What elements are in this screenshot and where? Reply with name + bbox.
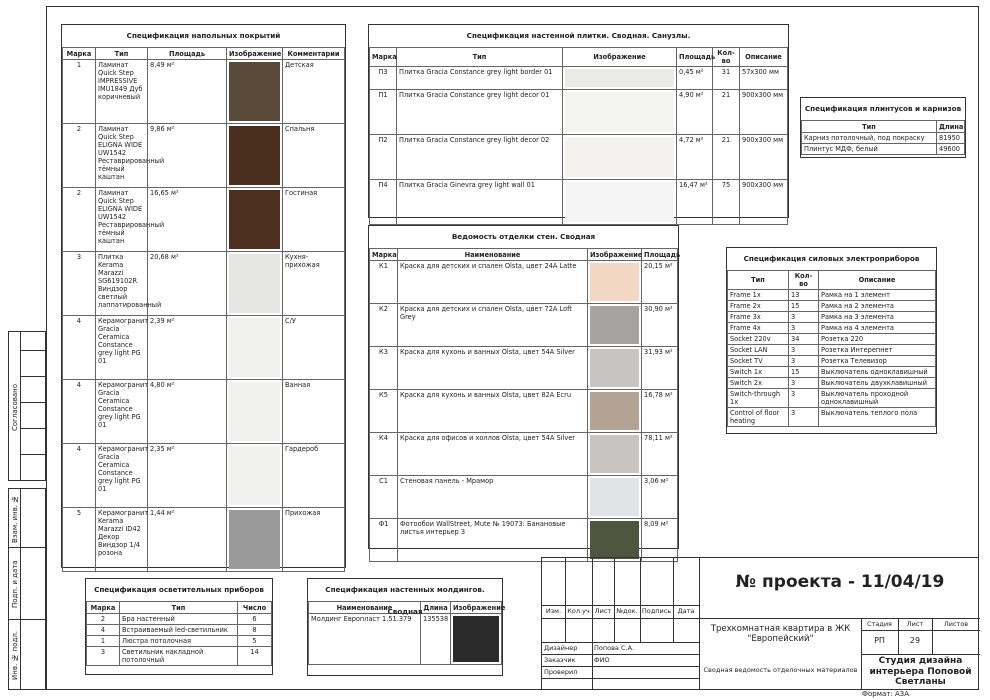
molding-header: Длина bbox=[421, 602, 451, 614]
floor-image bbox=[227, 380, 283, 444]
plinth-table bbox=[800, 97, 966, 158]
table-row bbox=[63, 60, 345, 124]
title-block bbox=[541, 557, 979, 690]
power-qty: 3 bbox=[789, 389, 819, 408]
agreed-strip bbox=[8, 331, 46, 481]
floor-comment: Гостиная bbox=[283, 188, 345, 252]
wall-mark: П2 bbox=[370, 135, 397, 180]
power-qty: 3 bbox=[789, 378, 819, 389]
stamp-col-header: Лист bbox=[594, 607, 612, 615]
table-row bbox=[728, 408, 936, 427]
floor-header: Площадь bbox=[148, 48, 227, 60]
table-row bbox=[728, 301, 936, 312]
table-row bbox=[63, 252, 345, 316]
lighting-table bbox=[85, 578, 273, 675]
wall-qty: 21 bbox=[713, 90, 740, 135]
finish-image bbox=[588, 390, 642, 433]
sheets-header: Листов bbox=[943, 620, 969, 628]
wall-desc: 900х300 мм bbox=[740, 135, 788, 180]
table-row bbox=[63, 444, 345, 508]
plinth-type: Плинтус МДФ, белый bbox=[802, 144, 937, 155]
power-desc: Выключатель двухклавишный bbox=[819, 378, 936, 389]
finish-area: 3,06 м² bbox=[642, 476, 678, 519]
inv-orig-label: Инв. № подл. bbox=[11, 630, 19, 680]
floor-header: Изображение bbox=[227, 48, 283, 60]
table-row bbox=[370, 476, 678, 519]
finish-name: Стеновая панель - Мрамор bbox=[398, 476, 588, 519]
finish-image bbox=[588, 304, 642, 347]
table-row bbox=[802, 144, 965, 155]
project-number: № проекта - 11/04/19 bbox=[735, 571, 945, 592]
finish-area: 30,90 м² bbox=[642, 304, 678, 347]
floor-image bbox=[227, 444, 283, 508]
power-type: Frame 3x bbox=[728, 312, 789, 323]
wall-area: 4,90 м² bbox=[677, 90, 713, 135]
table-row bbox=[370, 90, 788, 135]
light-header: Число bbox=[238, 602, 272, 614]
power-qty: 3 bbox=[789, 408, 819, 427]
finish-area: 20,15 м² bbox=[642, 261, 678, 304]
light-type: Встраиваемый led-светильник bbox=[120, 625, 238, 636]
finish-image-swatch bbox=[590, 349, 639, 387]
wall-header: Тип bbox=[397, 48, 563, 67]
wall-qty: 75 bbox=[713, 180, 740, 225]
power-qty: 3 bbox=[789, 345, 819, 356]
wall-type: Плитка Gracia Constance grey light decor 02 bbox=[397, 135, 563, 180]
floor-image-swatch bbox=[229, 254, 280, 313]
finish-image-swatch bbox=[590, 478, 639, 516]
object-name: Трехкомнатная квартира в ЖК "Европейский" bbox=[710, 624, 851, 644]
wall-mark: П3 bbox=[370, 67, 397, 90]
floor-image bbox=[227, 60, 283, 124]
role-label: Проверил bbox=[544, 668, 578, 676]
power-type: Switch 1x bbox=[728, 367, 789, 378]
table-row bbox=[63, 316, 345, 380]
role-name: ФИО bbox=[594, 656, 610, 664]
power-type: Frame 1x bbox=[728, 290, 789, 301]
finish-area: 78,11 м² bbox=[642, 433, 678, 476]
molding-image bbox=[451, 614, 502, 665]
table-row bbox=[728, 323, 936, 334]
power-desc: Рамка на 1 элемент bbox=[819, 290, 936, 301]
finish-mark: С1 bbox=[370, 476, 398, 519]
wall-qty: 21 bbox=[713, 135, 740, 180]
power-type: Socket LAN bbox=[728, 345, 789, 356]
floor-area: 16,65 м² bbox=[148, 188, 227, 252]
wall-type: Плитка Gracia Ginevra grey light wall 01 bbox=[397, 180, 563, 225]
wall-header: Кол-во bbox=[713, 48, 740, 67]
power-type: Frame 2x bbox=[728, 301, 789, 312]
table-row bbox=[370, 135, 788, 180]
finish-image bbox=[588, 519, 642, 562]
finish-image-swatch bbox=[590, 435, 639, 473]
power-desc: Выключатель теплого пола bbox=[819, 408, 936, 427]
table-row bbox=[370, 304, 678, 347]
floor-comment: Гардероб bbox=[283, 444, 345, 508]
finish-mark: К3 bbox=[370, 347, 398, 390]
stamp-col-header: №док. bbox=[616, 607, 638, 615]
floor-mark: 3 bbox=[63, 252, 96, 316]
power-type: Socket 220v bbox=[728, 334, 789, 345]
floor-image-swatch bbox=[229, 510, 280, 569]
floor-spec-table bbox=[61, 24, 346, 568]
stamp-col-header: Изм. bbox=[545, 607, 562, 615]
molding-table bbox=[307, 578, 506, 676]
power-qty: 3 bbox=[789, 312, 819, 323]
finish-area: 8,09 м² bbox=[642, 519, 678, 562]
table-row bbox=[87, 625, 272, 636]
wall-header: Описание bbox=[740, 48, 788, 67]
wall-header: Марка bbox=[370, 48, 397, 67]
wall-header: Изображение bbox=[563, 48, 677, 67]
molding-header: Изображение bbox=[451, 602, 502, 614]
wall-image bbox=[563, 90, 677, 135]
plinth-header: Длина bbox=[937, 121, 965, 133]
plinth-type: Карниз потолочный, под покраску bbox=[802, 133, 937, 144]
finish-image bbox=[588, 433, 642, 476]
sheet-title: Сводная ведомость отделочных материалов bbox=[703, 666, 858, 674]
floor-image-swatch bbox=[229, 126, 280, 185]
floor-comment: Спальня bbox=[283, 124, 345, 188]
light-mark: 4 bbox=[87, 625, 120, 636]
floor-image bbox=[227, 316, 283, 380]
table-row bbox=[728, 334, 936, 345]
floor-comment: Прихожая bbox=[283, 508, 345, 572]
wall-qty: 31 bbox=[713, 67, 740, 90]
floor-area: 9,86 м² bbox=[148, 124, 227, 188]
power-type: Control of floor heating bbox=[728, 408, 789, 427]
table-row bbox=[63, 508, 345, 572]
light-type: Бра настенный bbox=[120, 614, 238, 625]
power-type: Switch-through 1x bbox=[728, 389, 789, 408]
molding-header: Наименование bbox=[309, 602, 421, 614]
table-row bbox=[87, 614, 272, 625]
wall-image-swatch bbox=[565, 92, 674, 132]
finish-image bbox=[588, 261, 642, 304]
power-qty: 3 bbox=[789, 323, 819, 334]
wall-area: 4,72 м² bbox=[677, 135, 713, 180]
finish-mark: К1 bbox=[370, 261, 398, 304]
table-row bbox=[728, 367, 936, 378]
floor-image bbox=[227, 124, 283, 188]
sheet-header: Лист bbox=[906, 620, 924, 628]
finish-name: Краска для детских и спален Olsta, цвет 72A Loft Grey bbox=[398, 304, 588, 347]
table-row bbox=[728, 389, 936, 408]
finish-area: 31,93 м² bbox=[642, 347, 678, 390]
floor-mark: 5 bbox=[63, 508, 96, 572]
wall-image-swatch bbox=[565, 137, 674, 177]
floor-comment: Детская bbox=[283, 60, 345, 124]
wall-type: Плитка Gracia Constance grey light decor 01 bbox=[397, 90, 563, 135]
stamp-col-header: Кол.уч bbox=[567, 607, 590, 615]
finish-name: Фотообои WallStreet, Mute № 19073: Банановые листья интерьер 3 bbox=[398, 519, 588, 562]
molding-length: 135538 bbox=[421, 614, 451, 665]
floor-mark: 4 bbox=[63, 444, 96, 508]
finish-name: Краска для кухонь и ванных Olsta, цвет 54A Silver bbox=[398, 347, 588, 390]
molding-name: Молдинг Европласт 1.51.379 bbox=[309, 614, 421, 665]
table-row bbox=[63, 188, 345, 252]
inv-replace-label: Взам. инв. № bbox=[11, 494, 19, 544]
floor-spec-title: Спецификация напольных покрытий bbox=[126, 31, 281, 40]
inventory-strip bbox=[8, 488, 46, 690]
floor-mark: 1 bbox=[63, 60, 96, 124]
stage-header: Стадия bbox=[867, 620, 892, 628]
wall-desc: 57х300 мм bbox=[740, 67, 788, 90]
wall-header: Площадь bbox=[677, 48, 713, 67]
floor-type: Ламинат Quick Step ELIGNA WIDE UW1542 Реставрированный тёмный каштан bbox=[96, 124, 148, 188]
finish-image-swatch bbox=[590, 521, 639, 559]
table-row bbox=[728, 378, 936, 389]
floor-area: 1,44 м² bbox=[148, 508, 227, 572]
table-row bbox=[728, 356, 936, 367]
power-header: Кол-во bbox=[789, 271, 819, 290]
finish-header: Марка bbox=[370, 249, 398, 261]
wall-image bbox=[563, 135, 677, 180]
light-num: 8 bbox=[238, 625, 272, 636]
floor-image bbox=[227, 252, 283, 316]
plinth-length: 49600 bbox=[937, 144, 965, 155]
floor-mark: 2 bbox=[63, 124, 96, 188]
finish-header: Площадь bbox=[642, 249, 678, 261]
finish-name: Краска для офисов и холлов Olsta, цвет 54A Silver bbox=[398, 433, 588, 476]
power-type: Socket TV bbox=[728, 356, 789, 367]
finish-header: Изображение bbox=[588, 249, 642, 261]
finish-image-swatch bbox=[590, 306, 639, 344]
floor-image-swatch bbox=[229, 62, 280, 121]
floor-header: Марка bbox=[63, 48, 96, 60]
floor-type: Керамогранит Gracia Ceramica Constance grey light PG 01 bbox=[96, 380, 148, 444]
power-type: Switch 2x bbox=[728, 378, 789, 389]
finish-mark: К2 bbox=[370, 304, 398, 347]
table-row bbox=[370, 180, 788, 225]
stamp-col-header: Дата bbox=[677, 607, 695, 615]
power-desc: Рамка на 2 элемента bbox=[819, 301, 936, 312]
finish-image-swatch bbox=[590, 263, 639, 301]
floor-type: Ламинат Quick Step IMPRESSIVE IMU1849 Дуб коричневый bbox=[96, 60, 148, 124]
power-qty: 3 bbox=[789, 356, 819, 367]
wall-mark: П1 bbox=[370, 90, 397, 135]
power-header: Описание bbox=[819, 271, 936, 290]
light-header: Марка bbox=[87, 602, 120, 614]
floor-mark: 4 bbox=[63, 316, 96, 380]
floor-image-swatch bbox=[229, 446, 280, 505]
wall-image bbox=[563, 180, 677, 225]
power-desc: Выключатель проходной одноклавишный bbox=[819, 389, 936, 408]
floor-type: Ламинат Quick Step ELIGNA WIDE UW1542 Реставрированный тёмный каштан bbox=[96, 188, 148, 252]
role-label: Заказчик bbox=[544, 656, 576, 664]
table-row bbox=[87, 636, 272, 647]
wall-type: Плитка Gracia Constance grey light border 01 bbox=[397, 67, 563, 90]
wall-desc: 900х300 мм bbox=[740, 180, 788, 225]
power-title: Спецификация силовых электроприборов bbox=[743, 254, 920, 263]
molding-title: Спецификация настенных молдингов. Сводная bbox=[325, 585, 485, 616]
wall-tile-title: Спецификация настенной плитки. Сводная. Санузлы. bbox=[466, 31, 691, 40]
finish-name: Краска для кухонь и ванных Olsta, цвет 82A Ecru bbox=[398, 390, 588, 433]
table-row bbox=[309, 614, 502, 665]
table-row bbox=[370, 67, 788, 90]
wall-area: 16,47 м² bbox=[677, 180, 713, 225]
floor-type: Керамогранит Gracia Ceramica Constance grey light PG 01 bbox=[96, 444, 148, 508]
molding-image-swatch bbox=[453, 616, 499, 662]
power-desc: Рамка на 3 элемента bbox=[819, 312, 936, 323]
floor-type: Керамогранит Kerama Marazzi ID42 Декор Виндзор 1/4 розона bbox=[96, 508, 148, 572]
power-desc: Рамка на 4 элемента bbox=[819, 323, 936, 334]
wall-image-swatch bbox=[565, 182, 674, 222]
light-type: Светильник накладной потолочный bbox=[120, 647, 238, 666]
role-label: Дизайнер bbox=[544, 644, 578, 652]
floor-area: 2,35 м² bbox=[148, 444, 227, 508]
light-num: 14 bbox=[238, 647, 272, 666]
table-row bbox=[370, 390, 678, 433]
plinth-title: Спецификация плинтусов и карнизов bbox=[804, 104, 962, 113]
power-type: Frame 4x bbox=[728, 323, 789, 334]
light-header: Тип bbox=[120, 602, 238, 614]
plinth-length: 81950 bbox=[937, 133, 965, 144]
floor-area: 20,68 м² bbox=[148, 252, 227, 316]
light-mark: 1 bbox=[87, 636, 120, 647]
light-num: 5 bbox=[238, 636, 272, 647]
power-desc: Розетка Телевизор bbox=[819, 356, 936, 367]
finish-header: Наименование bbox=[398, 249, 588, 261]
light-mark: 2 bbox=[87, 614, 120, 625]
finish-image bbox=[588, 476, 642, 519]
sheet-value: 29 bbox=[909, 636, 921, 645]
wall-image bbox=[563, 67, 677, 90]
plinth-header: Тип bbox=[802, 121, 937, 133]
power-header: Тип bbox=[728, 271, 789, 290]
lighting-title: Спецификация осветительных приборов bbox=[94, 585, 264, 594]
table-row bbox=[728, 345, 936, 356]
table-row bbox=[802, 133, 965, 144]
floor-comment: Кухня-прихожая bbox=[283, 252, 345, 316]
floor-type: Керамогранит Gracia Ceramica Constance grey light PG 01 bbox=[96, 316, 148, 380]
stage-value: РП bbox=[874, 636, 885, 645]
finish-image bbox=[588, 347, 642, 390]
table-row bbox=[370, 433, 678, 476]
table-row bbox=[728, 312, 936, 323]
floor-image-swatch bbox=[229, 190, 280, 249]
floor-mark: 4 bbox=[63, 380, 96, 444]
floor-image-swatch bbox=[229, 382, 280, 441]
floor-mark: 2 bbox=[63, 188, 96, 252]
finish-mark: Ф1 bbox=[370, 519, 398, 562]
light-mark: 3 bbox=[87, 647, 120, 666]
wall-finish-title: Ведомость отделки стен. Сводная bbox=[451, 232, 596, 241]
finish-mark: К5 bbox=[370, 390, 398, 433]
finish-name: Краска для детских и спален Olsta, цвет 24A Latte bbox=[398, 261, 588, 304]
wall-finish-table bbox=[368, 225, 679, 549]
sheet-format: Формат: А3А bbox=[862, 690, 910, 698]
role-name: Попова С.А. bbox=[594, 644, 635, 652]
wall-image-swatch bbox=[565, 69, 674, 87]
table-row bbox=[63, 380, 345, 444]
floor-area: 8,49 м² bbox=[148, 60, 227, 124]
light-type: Люстра потолочная bbox=[120, 636, 238, 647]
table-row bbox=[728, 290, 936, 301]
finish-area: 16,78 м² bbox=[642, 390, 678, 433]
wall-mark: П4 bbox=[370, 180, 397, 225]
power-qty: 13 bbox=[789, 290, 819, 301]
light-num: 6 bbox=[238, 614, 272, 625]
power-desc: Розетка Интерепнет bbox=[819, 345, 936, 356]
floor-comment: С/У bbox=[283, 316, 345, 380]
power-qty: 34 bbox=[789, 334, 819, 345]
floor-header: Комментарии bbox=[283, 48, 345, 60]
agreed-label: Согласовано bbox=[11, 383, 19, 431]
table-row bbox=[87, 647, 272, 666]
floor-image-swatch bbox=[229, 318, 280, 377]
floor-header: Тип bbox=[96, 48, 148, 60]
floor-comment: Ванная bbox=[283, 380, 345, 444]
power-qty: 15 bbox=[789, 367, 819, 378]
power-desc: Розетка 220 bbox=[819, 334, 936, 345]
wall-area: 0,45 м² bbox=[677, 67, 713, 90]
table-row bbox=[370, 519, 678, 562]
table-row bbox=[370, 347, 678, 390]
stamp-col-header: Подпись bbox=[641, 607, 672, 615]
power-qty: 15 bbox=[789, 301, 819, 312]
sign-date-label: Подп. и дата bbox=[11, 560, 19, 608]
table-row bbox=[370, 261, 678, 304]
power-table bbox=[726, 247, 937, 434]
table-row bbox=[63, 124, 345, 188]
floor-type: Плитка Kerama Marazzi SG619102R Виндзор светлый лаппатированный bbox=[96, 252, 148, 316]
wall-desc: 900х300 мм bbox=[740, 90, 788, 135]
finish-mark: К4 bbox=[370, 433, 398, 476]
power-desc: Выключатель одноклавишный bbox=[819, 367, 936, 378]
wall-tile-table bbox=[368, 24, 789, 218]
finish-image-swatch bbox=[590, 392, 639, 430]
floor-area: 4,80 м² bbox=[148, 380, 227, 444]
floor-image bbox=[227, 508, 283, 572]
floor-image bbox=[227, 188, 283, 252]
floor-area: 2,39 м² bbox=[148, 316, 227, 380]
studio-name: Студия дизайна интерьера Поповой Светланы bbox=[869, 656, 972, 687]
